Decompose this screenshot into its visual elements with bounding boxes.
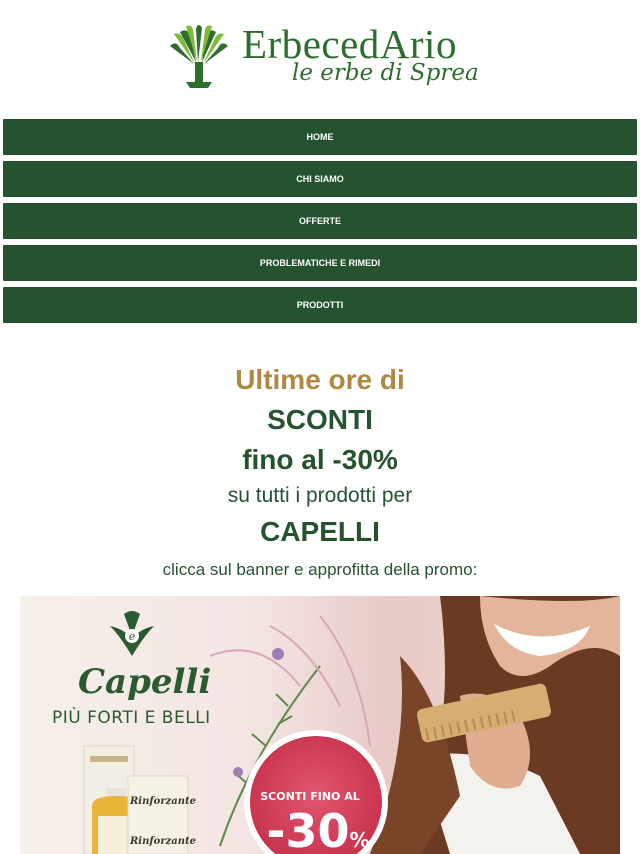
badge-percent: % — [349, 828, 370, 852]
promo-line-sconti: SCONTI — [267, 404, 373, 435]
brand-logo[interactable] — [160, 18, 480, 98]
promo-banner[interactable] — [20, 596, 620, 854]
nav-item-problematiche-e-rimedi[interactable]: PROBLEMATICHE E RIMEDI — [3, 245, 637, 281]
promo-headline — [0, 360, 640, 552]
nav-item-offerte[interactable]: OFFERTE — [3, 203, 637, 239]
nav-item-chi-siamo[interactable]: CHI SIAMO — [3, 161, 637, 197]
bottle-product-label: Rinforzante — [130, 836, 197, 847]
nav-item-prodotti[interactable]: PRODOTTI — [3, 287, 637, 323]
promo-line-ultime-ore: Ultime ore di — [235, 364, 405, 395]
tree-leaves-icon — [168, 22, 230, 90]
main-nav — [3, 119, 637, 329]
badge-number: -30 — [266, 804, 350, 854]
badge-label: SCONTI FINO AL — [260, 790, 360, 803]
cta-text: clicca sul banner e approfitta della promo: — [162, 560, 478, 579]
brand-tagline: le erbe di Sprea — [292, 60, 479, 86]
promo-line-capelli: CAPELLI — [260, 516, 380, 547]
badge-value — [258, 804, 378, 854]
promo-line-discount: fino al -30% — [242, 444, 398, 475]
promo-line-products: su tutti i prodotti per — [227, 484, 413, 507]
banner-title: Capelli — [78, 662, 212, 702]
banner-subtitle: PIÙ FORTI E BELLI — [52, 708, 211, 728]
box-product-label: Rinforzante — [130, 796, 197, 807]
svg-text:e: e — [128, 630, 136, 643]
nav-item-home[interactable]: HOME — [3, 119, 637, 155]
brand-name: ErbecedArio — [242, 21, 457, 67]
